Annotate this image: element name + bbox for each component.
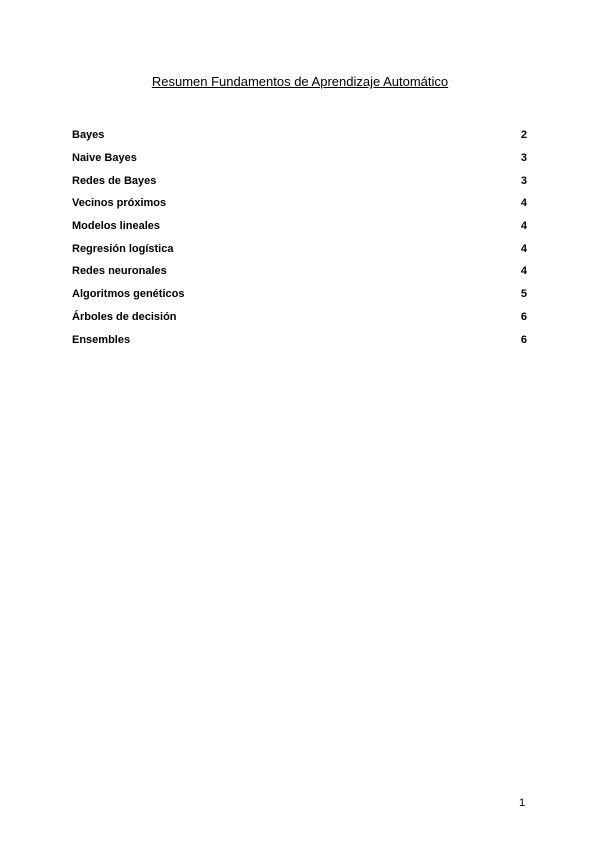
toc-entry-vecinos-proximos[interactable] bbox=[72, 192, 527, 215]
toc-entry-page-number: 4 bbox=[520, 197, 527, 210]
toc-entry-page-number: 4 bbox=[520, 265, 527, 278]
toc-entry-page-number: 6 bbox=[520, 310, 527, 323]
toc-entry-ensembles[interactable] bbox=[72, 328, 527, 351]
toc-entry-label: Vecinos próximos bbox=[72, 197, 167, 210]
toc-entry-page-number: 5 bbox=[520, 288, 527, 301]
toc-entry-label: Bayes bbox=[72, 129, 105, 142]
toc-entry-label: Ensembles bbox=[72, 333, 131, 346]
toc-entry-label: Modelos lineales bbox=[72, 220, 161, 233]
toc-entry-bayes[interactable] bbox=[72, 124, 527, 147]
toc-entry-page-number: 4 bbox=[520, 220, 527, 233]
toc-entry-page-number: 3 bbox=[520, 152, 527, 165]
toc-entry-modelos-lineales[interactable] bbox=[72, 215, 527, 238]
toc-entry-label: Árboles de decisión bbox=[72, 310, 177, 323]
toc-entry-redes-neuronales[interactable] bbox=[72, 260, 527, 283]
toc-entry-label: Redes neuronales bbox=[72, 265, 167, 278]
table-of-contents bbox=[72, 124, 527, 351]
toc-entry-page-number: 3 bbox=[520, 174, 527, 187]
toc-entry-label: Redes de Bayes bbox=[72, 174, 157, 187]
toc-entry-page-number: 4 bbox=[520, 242, 527, 255]
toc-entry-label: Algoritmos genéticos bbox=[72, 288, 185, 301]
toc-entry-redes-de-bayes[interactable] bbox=[72, 169, 527, 192]
toc-entry-page-number: 2 bbox=[520, 129, 527, 142]
document-title: Resumen Fundamentos de Aprendizaje Automático bbox=[151, 74, 449, 89]
toc-entry-algoritmos-geneticos[interactable] bbox=[72, 283, 527, 306]
toc-entry-regresion-logistica[interactable] bbox=[72, 237, 527, 260]
page-number: 1 bbox=[519, 797, 526, 809]
toc-entry-label: Regresión logística bbox=[72, 242, 174, 255]
toc-entry-label: Naive Bayes bbox=[72, 152, 137, 165]
toc-entry-naive-bayes[interactable] bbox=[72, 147, 527, 170]
toc-entry-page-number: 6 bbox=[520, 333, 527, 346]
toc-entry-arboles-de-decision[interactable] bbox=[72, 306, 527, 329]
